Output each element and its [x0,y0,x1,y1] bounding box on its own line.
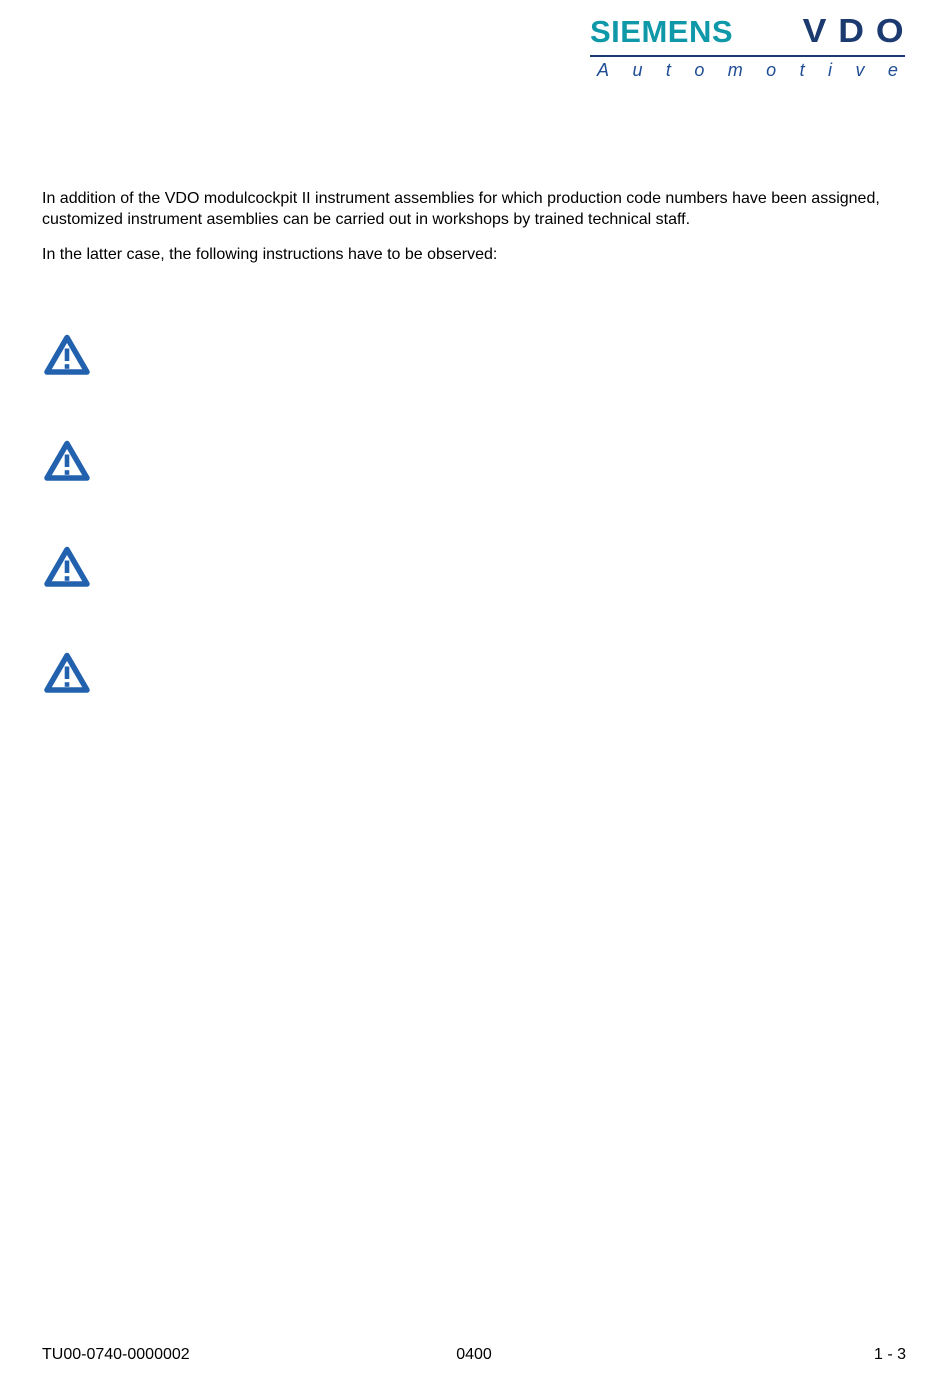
warning-triangle-icon [43,651,91,695]
siemens-vdo-logo [590,12,916,81]
intro-paragraph: In addition of the VDO modulcockpit II instrument assemblies for which production code numbers have been assigned, customized instrument asemblies can be carried out in workshops by trained technical staff. [42,190,880,228]
footer-revision-code: 0400 [456,1346,492,1363]
warning-triangle-icon [43,545,91,589]
automotive-wordmark: A u t o m o t i v e [597,60,898,80]
siemens-wordmark: SIEMENS [590,14,734,49]
logo-divider [590,55,905,57]
page-footer [42,1346,906,1364]
document-body [42,188,887,265]
logo-wordmarks [590,12,916,50]
instructions-paragraph: In the latter case, the following instructions have to be observed: [42,246,498,263]
vdo-wordmark: VDO [803,12,916,49]
footer-document-number: TU00-0740-0000002 [42,1346,190,1363]
warning-triangle-icon [43,333,91,377]
footer-page-number: 1 - 3 [873,1346,906,1363]
warning-column [43,333,91,757]
warning-triangle-icon [43,439,91,483]
